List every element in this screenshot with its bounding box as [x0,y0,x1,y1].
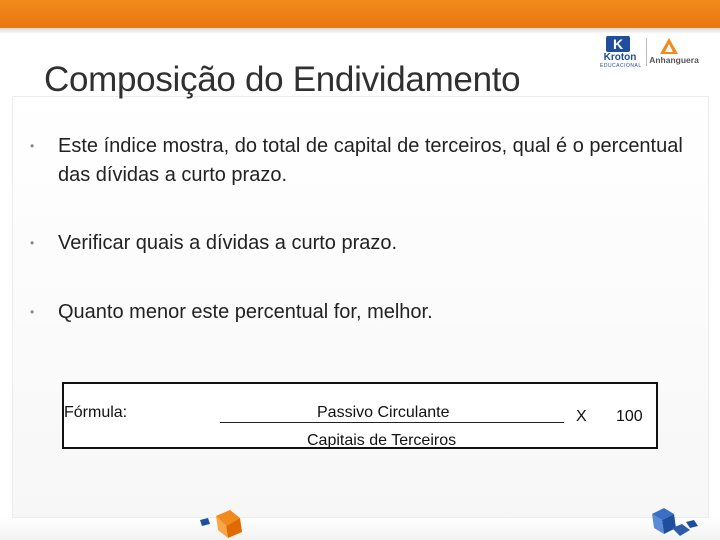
formula-multiplier: 100 [616,408,643,425]
bullet-text: Verificar quais a dívidas a curto prazo. [58,232,398,254]
bullet-dot-icon: • [30,305,35,319]
decorative-cubes-right [642,500,712,540]
slide-title: Composição do Endividamento [44,60,521,99]
bullet-text: Quanto menor este percentual for, melhor. [58,301,433,323]
kroton-logo-subtext: EDUCACIONAL [600,63,642,69]
anhanguera-logo-text: Anhanguera [649,55,699,65]
bullet-dot-icon: • [30,139,35,153]
decorative-cubes-left [196,502,256,540]
bullet-text: Este índice mostra, do total de capital de terceiros, qual é o percentual das dívidas a curto prazo. [58,135,683,186]
logo-divider [646,38,647,66]
formula-label: Fórmula: [64,404,128,421]
formula-numerator: Passivo Circulante [317,404,450,421]
formula-operator: X [576,408,587,425]
bottom-band [0,518,720,540]
anhanguera-logo-icon [660,38,678,54]
kroton-logo-text: Kroton [603,52,637,63]
fraction-line [220,422,564,423]
bullet-dot-icon: • [30,236,35,250]
top-orange-bar [0,0,720,28]
kroton-logo-icon: K [606,36,630,52]
formula-denominator: Capitais de Terceiros [307,432,457,449]
brand-logos [600,36,710,72]
top-bar-shadow [0,28,720,34]
formula-box [62,382,658,449]
